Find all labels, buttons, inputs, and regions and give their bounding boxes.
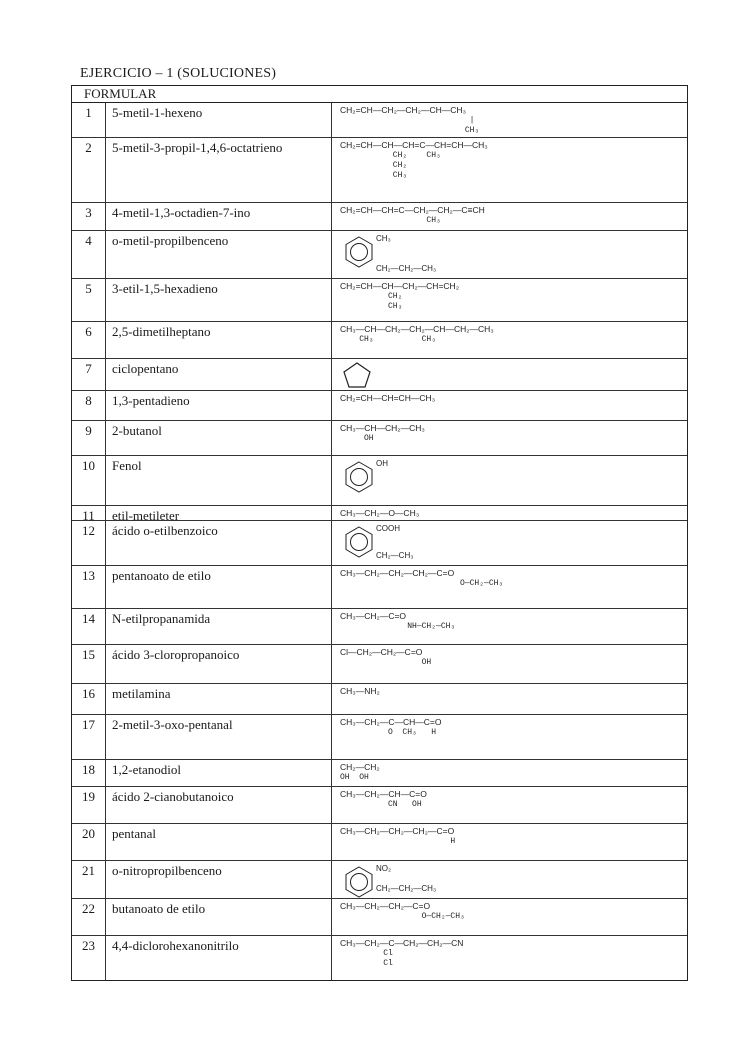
- compound-name: metilamina: [106, 684, 332, 714]
- formula-main-chain: CH₃—CH₂—CH₂—CH₂—C=O: [340, 826, 455, 836]
- compound-name: 4-metil-1,3-octadien-7-ino: [106, 203, 332, 230]
- ring-substituent-top: COOH: [376, 524, 400, 533]
- formula-main-chain: CH₃—CH₂—CH—C=O: [340, 789, 427, 799]
- compound-name: etil-metileter: [106, 506, 332, 520]
- formula-main-chain: CH₃—CH₂—CH₂—C=O: [340, 901, 431, 911]
- table-row: [72, 203, 687, 231]
- compound-name: ácido 3-cloropropanoico: [106, 645, 332, 683]
- compound-name: pentanal: [106, 824, 332, 860]
- table-row: [72, 521, 687, 566]
- formula-substituents: OH: [340, 658, 432, 667]
- compound-formula: [332, 861, 687, 898]
- benzene-ring-icon: [342, 865, 376, 899]
- formula-main-chain: CH₂=CH—CH₂—CH₂—CH—CH₃: [340, 105, 466, 115]
- formula-substituents: OH OH: [340, 773, 369, 782]
- compound-formula: [332, 322, 687, 358]
- compound-formula: [332, 359, 687, 390]
- row-number: 6: [72, 322, 106, 358]
- row-number: 7: [72, 359, 106, 390]
- compound-name: 2,5-dimetilheptano: [106, 322, 332, 358]
- compound-name: N-etilpropanamida: [106, 609, 332, 644]
- table-row: [72, 715, 687, 760]
- compound-name: ácido 2-cianobutanoico: [106, 787, 332, 823]
- formula-main-chain: Cl—CH₂—CH₂—C=O: [340, 647, 423, 657]
- table-row: [72, 506, 687, 521]
- formula-substituents: O—CH₂—CH₃: [340, 912, 465, 921]
- row-number: 23: [72, 936, 106, 980]
- compound-name: pentanoato de etilo: [106, 566, 332, 608]
- compound-formula: [332, 138, 687, 202]
- compound-formula: [332, 787, 687, 823]
- table-row: [72, 936, 687, 980]
- formula-main-chain: CH₃—CH—CH₂—CH₂—CH—CH₂—CH₃: [340, 324, 494, 334]
- table-row: [72, 138, 687, 203]
- row-number: 19: [72, 787, 106, 823]
- compound-formula: [332, 609, 687, 644]
- ring-substituent-bottom: CH₂—CH₃: [376, 551, 414, 560]
- formula-main-chain: CH₂=CH—CH—CH₂—CH=CH₂: [340, 281, 459, 291]
- benzene-ring-icon: [342, 235, 376, 269]
- formula-main-chain: CH₃—CH₂—CH₂—CH₂—C=O: [340, 568, 455, 578]
- row-number: 10: [72, 456, 106, 505]
- page-title: EJERCICIO – 1 (SOLUCIONES): [80, 66, 277, 81]
- formula-main-chain: CH₃—CH—CH₂—CH₃: [340, 423, 425, 433]
- formula-substituents: Cl Cl: [383, 949, 393, 968]
- formula-substituents: CN OH: [340, 800, 422, 809]
- compound-name: ácido o-etilbenzoico: [106, 521, 332, 565]
- formula-main-chain: CH₃—CH₂—C—CH₂—CH₂—CN: [340, 938, 464, 948]
- table-row: [72, 824, 687, 861]
- formula-substituents: O CH₃ H: [340, 728, 437, 737]
- compound-formula: [332, 824, 687, 860]
- formula-substituents: OH: [340, 434, 374, 443]
- table-row: [72, 566, 687, 609]
- compound-formula: [332, 103, 687, 137]
- compound-name: 1,3-pentadieno: [106, 391, 332, 420]
- formula-main-chain: CH₂=CH—CH—CH=C—CH=CH—CH₃: [340, 140, 488, 150]
- compound-formula: [332, 521, 687, 565]
- formula-substituents: O—CH₂—CH₃: [340, 579, 504, 588]
- row-number: 1: [72, 103, 106, 137]
- compound-formula: [332, 456, 687, 505]
- formula-main-chain: CH₃—CH₂—O—CH₃: [340, 508, 420, 518]
- row-number: 14: [72, 609, 106, 644]
- compound-name: Fenol: [106, 456, 332, 505]
- formula-substituents: CH₂ CH₃: [388, 292, 403, 311]
- compound-name: 5-metil-1-hexeno: [106, 103, 332, 137]
- row-number: 9: [72, 421, 106, 455]
- formula-substituents: | CH₃: [464, 116, 480, 135]
- compound-formula: [332, 421, 687, 455]
- ring-substituent-bottom: CH₂—CH₂—CH₃: [376, 264, 437, 273]
- compound-name: 2-butanol: [106, 421, 332, 455]
- table-row: [72, 231, 687, 279]
- formula-substituents: H: [340, 837, 456, 846]
- compound-formula: [332, 391, 687, 420]
- row-number: 4: [72, 231, 106, 278]
- row-number: 22: [72, 899, 106, 935]
- row-number: 18: [72, 760, 106, 786]
- compound-name: 2-metil-3-oxo-pentanal: [106, 715, 332, 759]
- table-row: [72, 609, 687, 645]
- compound-formula: [332, 899, 687, 935]
- compound-formula: [332, 760, 687, 786]
- table-row: [72, 322, 687, 359]
- compound-name: 1,2-etanodiol: [106, 760, 332, 786]
- table-row: [72, 279, 687, 322]
- compound-name: 3-etil-1,5-hexadieno: [106, 279, 332, 321]
- table-row: [72, 861, 687, 899]
- formula-substituents: CH₃: [340, 216, 441, 225]
- row-number: 12: [72, 521, 106, 565]
- row-number: 8: [72, 391, 106, 420]
- compound-name: 4,4-diclorohexanonitrilo: [106, 936, 332, 980]
- benzene-ring-icon: [342, 525, 376, 559]
- compound-formula: [332, 684, 687, 714]
- table-row: [72, 421, 687, 456]
- row-number: 5: [72, 279, 106, 321]
- row-number: 2: [72, 138, 106, 202]
- formula-substituents: CH₃ CH₃: [340, 335, 437, 344]
- formula-main-chain: CH₃—NH₂: [340, 686, 380, 696]
- ring-substituent-top: NO₂: [376, 864, 392, 873]
- compound-name: ciclopentano: [106, 359, 332, 390]
- table-row: [72, 456, 687, 506]
- formula-main-chain: CH₃—CH₂—C=O: [340, 611, 407, 621]
- ring-substituent-bottom: CH₂—CH₂—CH₃: [376, 884, 437, 893]
- row-number: 11: [72, 506, 106, 520]
- formula-main-chain: CH₂—CH₂: [340, 762, 380, 772]
- formula-substituents: NH—CH₂—CH₃: [340, 622, 456, 631]
- row-number: 3: [72, 203, 106, 230]
- formula-main-chain: CH₂=CH—CH=C—CH₂—CH₂—C≡CH: [340, 205, 485, 215]
- table-row: [72, 359, 687, 391]
- solutions-table: [71, 85, 688, 981]
- row-number: 15: [72, 645, 106, 683]
- formula-substituents: CH₂ CH₃ CH₂ CH₃: [392, 151, 441, 180]
- row-number: 16: [72, 684, 106, 714]
- row-number: 20: [72, 824, 106, 860]
- row-number: 13: [72, 566, 106, 608]
- row-number: 17: [72, 715, 106, 759]
- ring-substituent-top: CH₃: [376, 234, 391, 243]
- table-row: [72, 899, 687, 936]
- compound-formula: [332, 566, 687, 608]
- compound-name: butanoato de etilo: [106, 899, 332, 935]
- compound-formula: [332, 279, 687, 321]
- table-row: [72, 103, 687, 138]
- table-row: [72, 391, 687, 421]
- compound-name: 5-metil-3-propil-1,4,6-octatrieno: [106, 138, 332, 202]
- compound-name: o-nitropropilbenceno: [106, 861, 332, 898]
- compound-name: o-metil-propilbenceno: [106, 231, 332, 278]
- cyclopentane-ring-icon: [342, 361, 372, 389]
- benzene-ring-icon: [342, 460, 376, 494]
- compound-formula: [332, 203, 687, 230]
- table-body: [72, 103, 687, 980]
- compound-formula: [332, 936, 687, 980]
- formula-main-chain: CH₂=CH—CH=CH—CH₃: [340, 393, 436, 403]
- ring-substituent-top: OH: [376, 459, 388, 468]
- table-row: [72, 645, 687, 684]
- compound-formula: [332, 645, 687, 683]
- table-header: FORMULAR: [72, 86, 687, 103]
- compound-formula: [332, 231, 687, 278]
- compound-formula: [332, 715, 687, 759]
- table-row: [72, 787, 687, 824]
- row-number: 21: [72, 861, 106, 898]
- formula-main-chain: CH₃—CH₂—C—CH—C=O: [340, 717, 442, 727]
- table-row: [72, 684, 687, 715]
- table-row: [72, 760, 687, 787]
- compound-formula: [332, 506, 687, 520]
